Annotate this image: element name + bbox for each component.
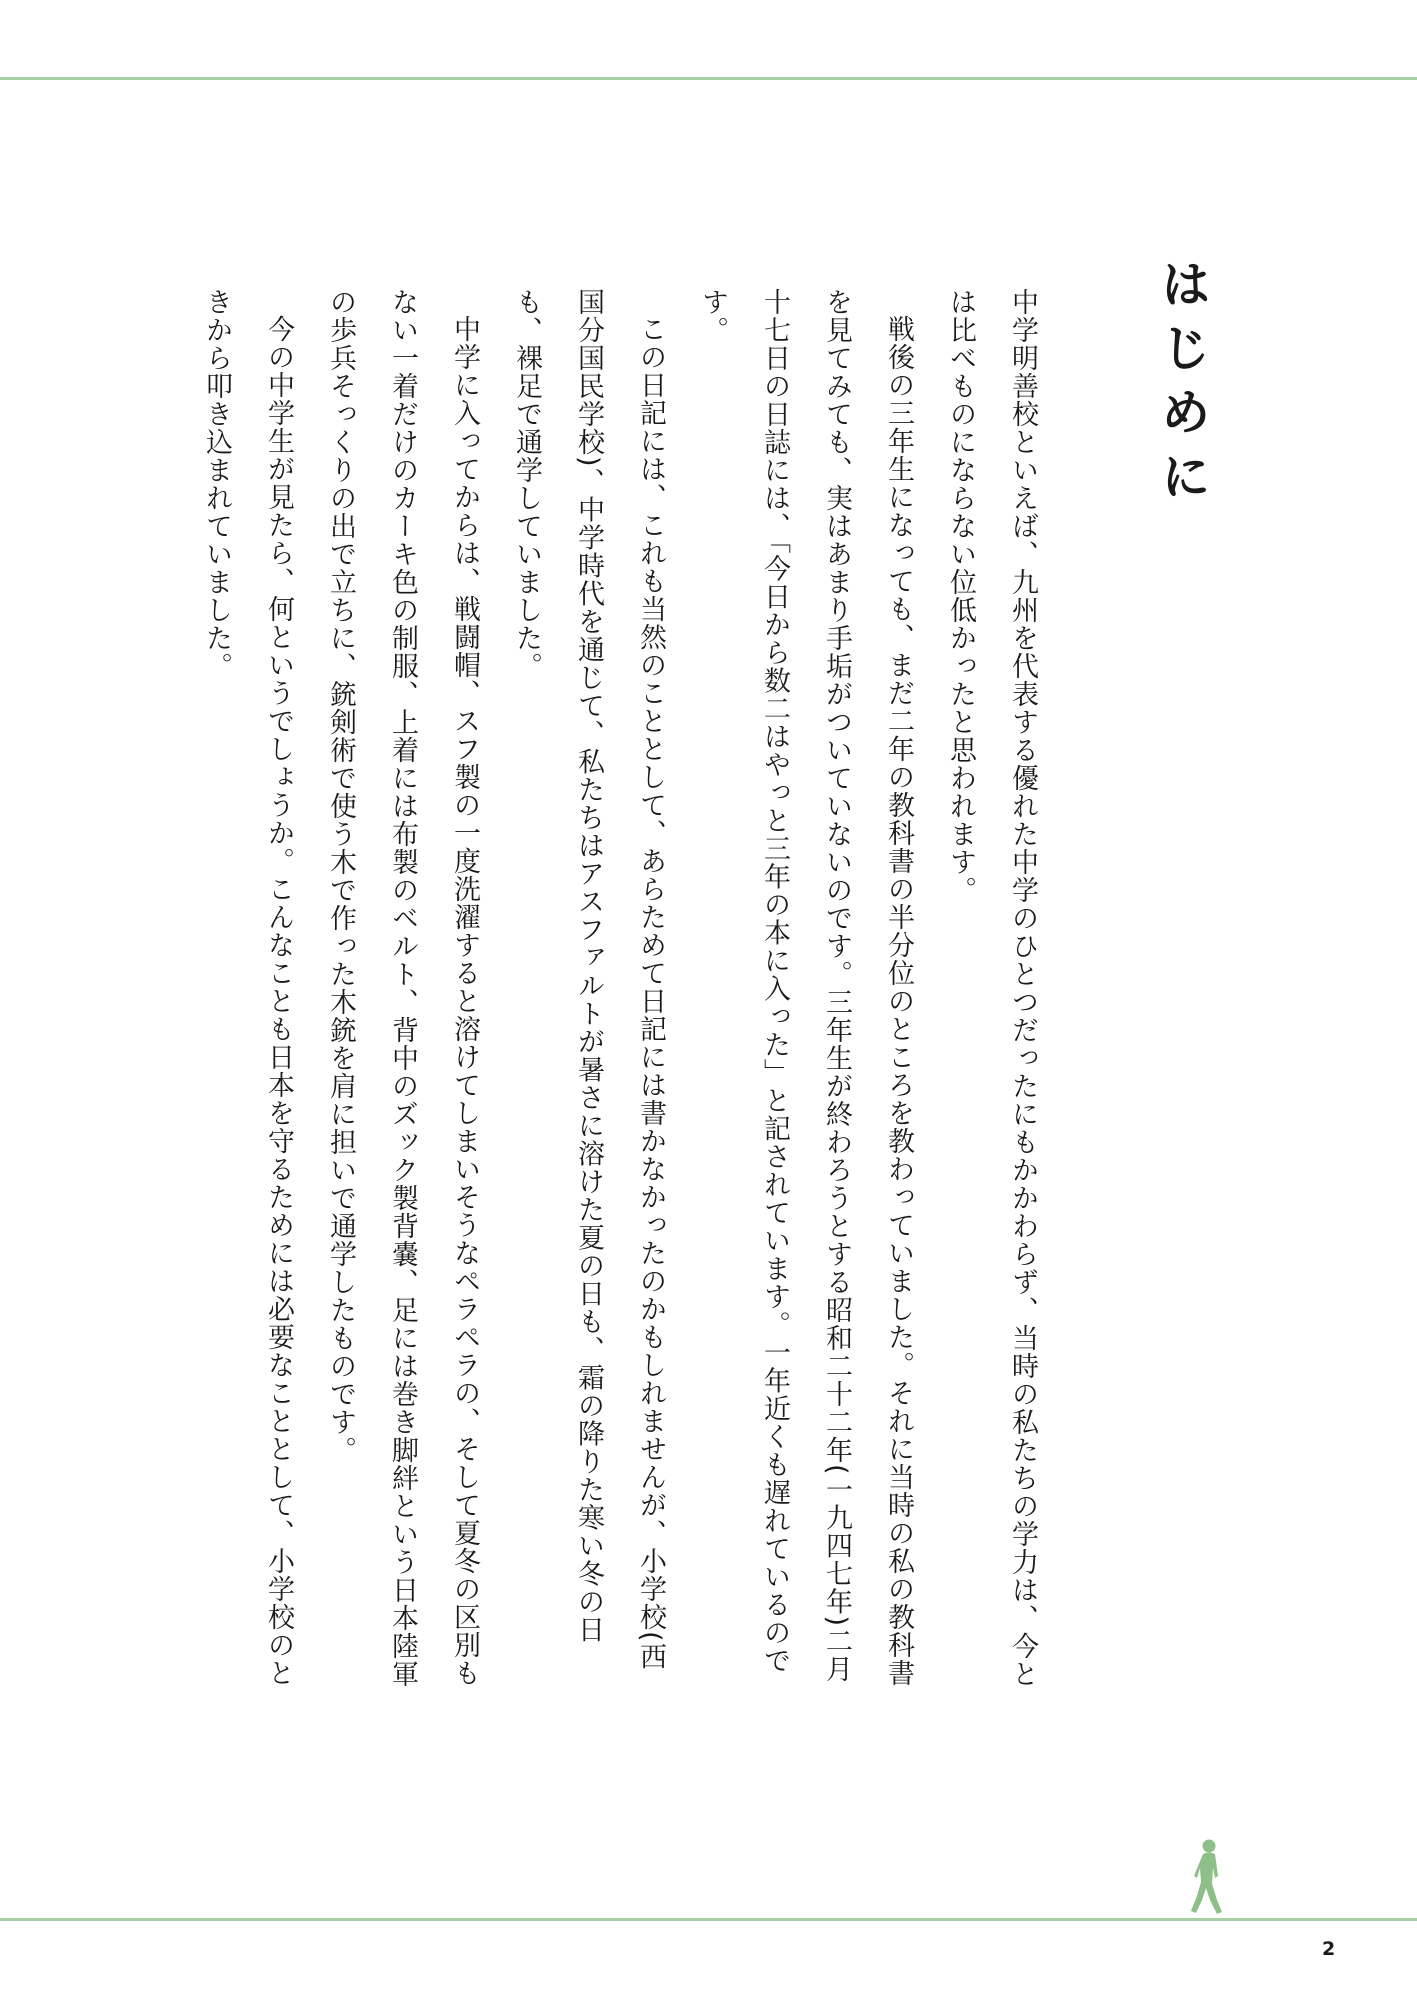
paragraph-1: 中学明善校といえば、九州を代表する優れた中学のひとつだったにもかかわらず、当時の私たちの学力は、今とは比べものにならない位低かったと思われます。 [945, 288, 1038, 1688]
walking-person-icon [1186, 1838, 1232, 1916]
footer-rule [0, 1918, 1417, 1921]
header-rule [0, 77, 1417, 80]
paragraph-5: 今の中学生が見たら、何というでしょうか。こんなことも日本を守るためには必要なこととして、小学校のときから叩き込まれていました。 [201, 288, 294, 1687]
paragraph-3: この日記には、これも当然のこととして、あらためて日記には書かなかったのかもしれませんが、小学校(西国分国民学校)、中学時代を通じて、私たちはアスファルトが暑さに溶けた夏の日も、霜の降りた寒い冬の日も、裸足で通学していました。 [511, 288, 666, 1671]
page-title: はじめに [1153, 258, 1211, 514]
paragraph-2: 戦後の三年生になっても、まだ二年の教科書の半分位のところを教わっていました。それに当時の私の教科書を見てみても、実はあまり手垢がついていないのです。三年生が終わろうとする昭和二十二年(一九四七年)二月十七日の日誌には、「今日から数二はやっと三年の本に入った」と記されています。一年近くも遅れているのです。 [697, 288, 914, 1687]
page-number: 2 [1322, 1938, 1336, 1960]
paragraph-4: 中学に入ってからは、戦闘帽、スフ製の一度洗濯すると溶けてしまいそうなペラペラの、そして夏冬の区別もない一着だけのカーキ色の制服、上着には布製のベルト、背中のズック製背嚢、足には巻き脚絆という日本陸軍の歩兵そっくりの出で立ちに、銃剣術で使う木で作った木銃を肩に担いで通学したものです。 [325, 288, 480, 1688]
body-text [185, 288, 1053, 1688]
